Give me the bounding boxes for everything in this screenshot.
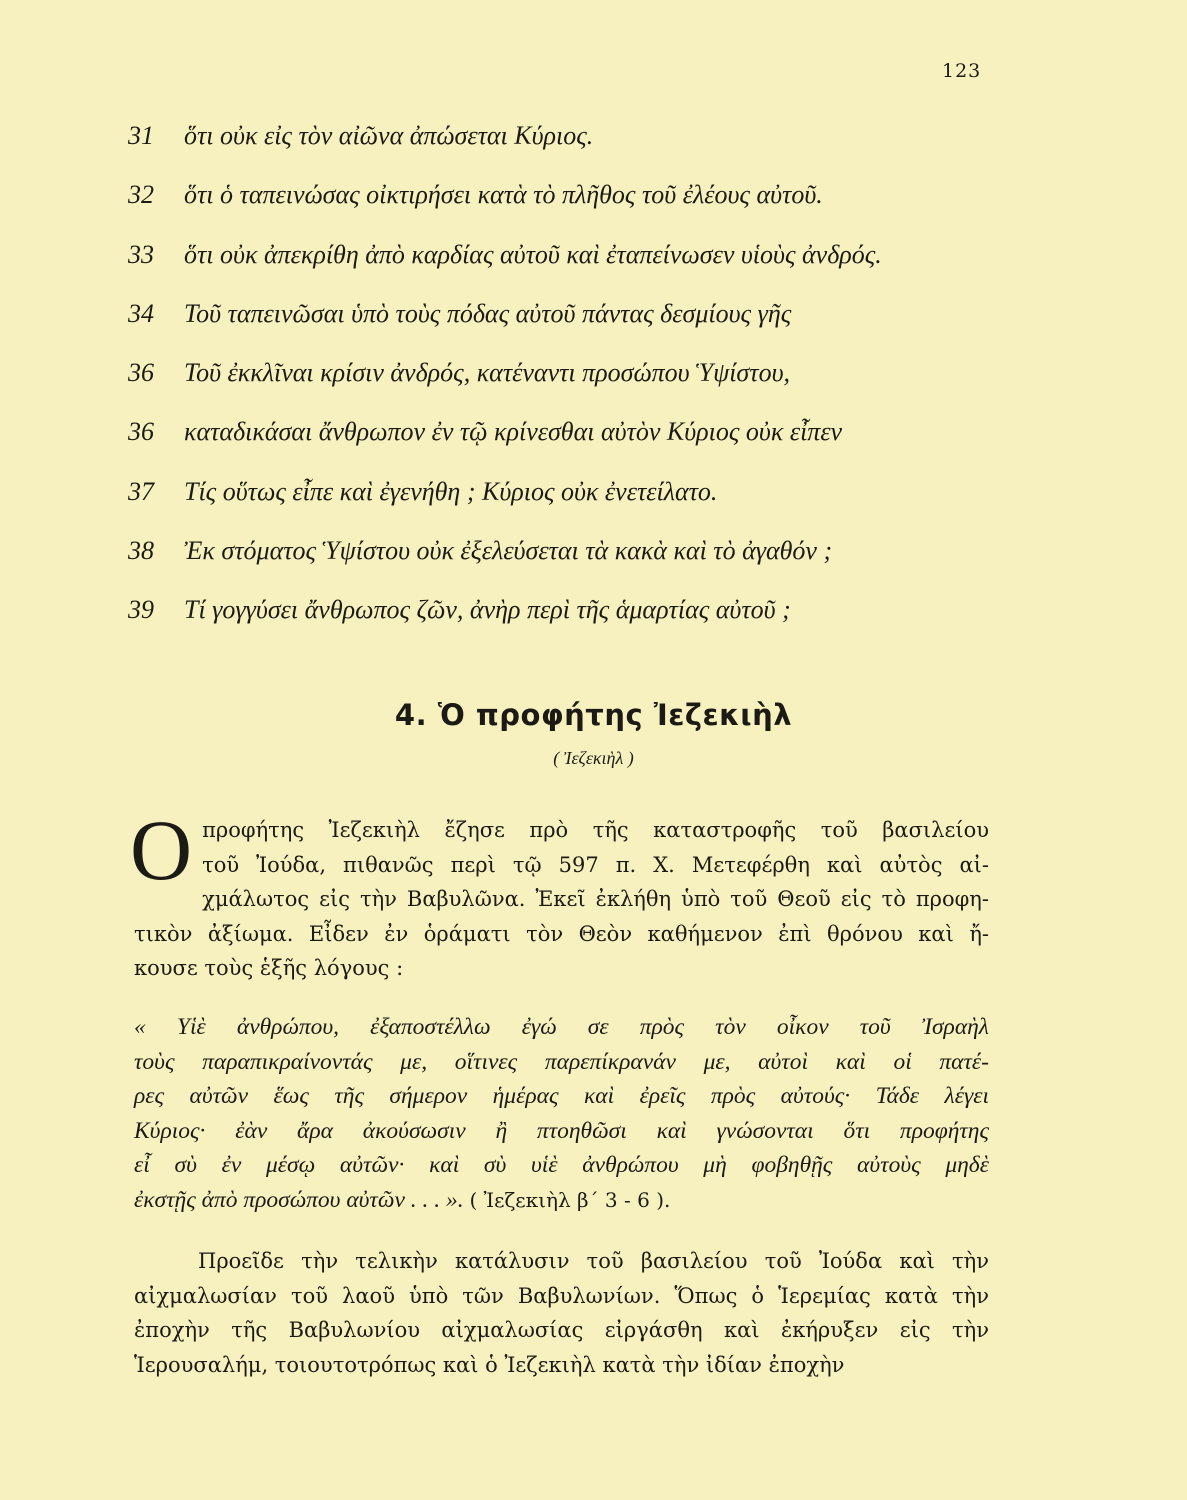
paragraph-line: τοῦ Ἰούδα, πιθανῶς περὶ τῷ 597 π. Χ. Μετεφέρθη καὶ αὐτὸς αἰ- (202, 852, 989, 877)
verse-number: 34 (128, 298, 154, 328)
verse-number: 37 (128, 476, 154, 506)
verse-text: Τοῦ ταπεινῶσαι ὑπὸ τοὺς πόδας αὐτοῦ πάντας δεσμίους γῆς (184, 298, 792, 328)
paragraph-line: προφήτης Ἰεζεκιὴλ ἔζησε πρὸ τῆς καταστροφῆς τοῦ βασιλείου (202, 818, 989, 842)
quote-line: Κύριος· ἐὰν ἄρα ἀκούσωσιν ἢ πτοηθῶσι καὶ γνώσονται ὅτι προφήτης (134, 1117, 989, 1144)
quote-line: εἶ σὺ ἐν μέσῳ αὐτῶν· καὶ σὺ υἱὲ ἀνθρώπου μὴ φοβηθῇς αὐτοὺς μηδὲ (134, 1152, 989, 1178)
verse-text: Τοῦ ἐκκλῖναι κρίσιν ἀνδρός, κατέναντι προσώπου Ὑψίστου, (184, 358, 790, 388)
section-heading: 4. Ὁ προφήτης Ἰεζεκιὴλ (394, 698, 793, 732)
scripture-quote (134, 1010, 989, 1217)
verse-line (128, 531, 988, 590)
paragraph-second (134, 1244, 989, 1382)
paragraph-intro (130, 802, 989, 986)
paragraph-line: κουσε τοὺς ἑξῆς λόγους : (134, 956, 404, 980)
verse-number: 39 (128, 595, 154, 625)
verse-line (128, 235, 988, 294)
quote-line: ἐκστῇς ἀπὸ προσώπου αὐτῶν . . . ». (134, 1186, 464, 1213)
verse-text: καταδικάσαι ἄνθρωπον ἐν τῷ κρίνεσθαι αὐτὸν Κύριος οὐκ εἶπεν (184, 417, 843, 447)
verse-text: Ἐκ στόματος Ὑψίστου οὐκ ἐξελεύσεται τὰ κακὰ καὶ τὸ ἀγαθόν ; (184, 536, 833, 566)
verse-number: 33 (128, 239, 154, 269)
verse-text: ὅτι ὁ ταπεινώσας οἰκτιρήσει κατὰ τὸ πλῆθος τοῦ ἐλέους αὐτοῦ. (184, 180, 823, 210)
paragraph-line: αἰχμαλωσίαν τοῦ λαοῦ ὑπὸ τῶν Βαβυλωνίων. Ὅπως ὁ Ἱερεμίας κατὰ (134, 1283, 938, 1308)
verse-line (128, 116, 988, 175)
verse-text: Τί γογγύσει ἄνθρωπος ζῶν, ἀνὴρ περὶ τῆς ἁμαρτίας αὐτοῦ ; (184, 595, 791, 625)
verse-text: ὅτι οὐκ ἀπεκρίθη ἀπὸ καρδίας αὐτοῦ καὶ ἐταπείνωσεν υἱοὺς ἀνδρός. (184, 239, 882, 269)
drop-cap: Ο (130, 802, 193, 898)
verse-line (128, 294, 988, 353)
quote-line: « Υἱὲ ἀνθρώπου, ἐξαποστέλλω ἐγώ σε πρὸς τὸν οἶκον τοῦ Ἰσραὴλ (134, 1014, 989, 1040)
verse-number: 32 (128, 180, 154, 210)
verse-text: ὅτι οὐκ εἰς τὸν αἰῶνα ἀπώσεται Κύριος. (184, 121, 594, 150)
quote-last-line (134, 1183, 989, 1218)
verse-number: 38 (128, 536, 154, 566)
quote-reference: ( Ἰεζεκιὴλ β΄ 3 - 6 ). (469, 1187, 671, 1212)
paragraph-line: τικὸν ἀξίωμα. Εἶδεν ἐν ὁράματι τὸν Θεὸν καθήμενον ἐπὶ θρόνου καὶ ἤ- (134, 921, 989, 946)
section-subheading: ( Ἰεζεκιὴλ ) (553, 748, 634, 768)
verse-line (128, 175, 988, 234)
verse-line (128, 353, 988, 412)
verse-line (128, 472, 988, 531)
verse-line (128, 590, 988, 649)
verse-list (128, 116, 988, 650)
paragraph-line: τὴν ἐποχὴν τῆς Βαβυλωνίου αἰχμαλωσίας εἰργάσθη καὶ ἐκήρυξεν εἰς (134, 1283, 989, 1342)
verse-number: 36 (128, 417, 154, 447)
paragraph-line: τὴν Ἱερουσαλήμ, τοιουτοτρόπως καὶ ὁ Ἰεζεκιὴλ κατὰ τὴν ἰδίαν ἐποχὴν (134, 1318, 989, 1377)
verse-text: Τίς οὕτως εἶπε καὶ ἐγενήθη ; Κύριος οὐκ ἐνετείλατο. (184, 476, 718, 506)
verse-line (128, 412, 988, 471)
page-number: 123 (942, 60, 982, 82)
verse-number: 36 (128, 358, 154, 388)
paragraph-line: Προεῖδε τὴν τελικὴν κατάλυσιν τοῦ βασιλείου τοῦ Ἰούδα καὶ τὴν (198, 1249, 989, 1273)
paragraph-line: χμάλωτος εἰς τὴν Βαβυλῶνα. Ἐκεῖ ἐκλήθη ὑπὸ τοῦ Θεοῦ εἰς τὸ προφη- (202, 887, 989, 911)
quote-line: τοὺς παραπικραίνοντάς με, οἵτινες παρεπίκρανάν με, αὐτοὶ καὶ οἱ πατέ- (134, 1048, 989, 1075)
quote-line: ρες αὐτῶν ἕως τῆς σήμερον ἡμέρας καὶ ἐρεῖς πρὸς αὐτούς· Τάδε λέγει (134, 1083, 989, 1109)
verse-number: 31 (128, 121, 154, 150)
